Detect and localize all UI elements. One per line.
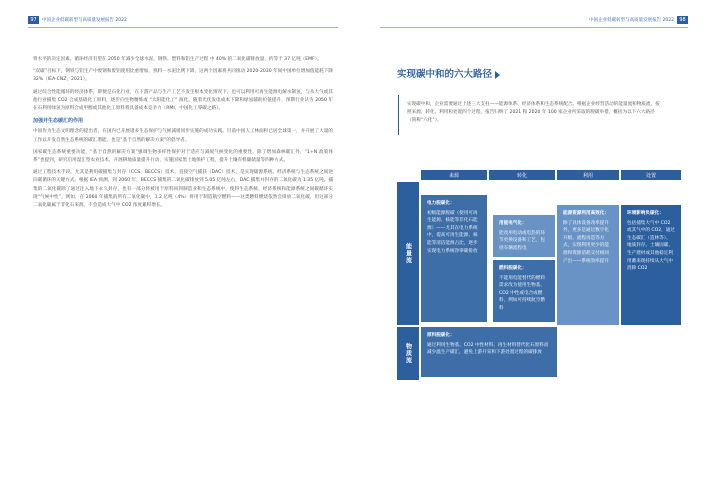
running-title-right: 中国企业低碳转型与高质量发展报告 2022 (589, 18, 674, 23)
header-right (589, 16, 688, 24)
block-feedstock-decarbonization (421, 327, 557, 377)
paragraph: “双碳”目标下，钢铁与铝生产中废钢和废铝使用比重增加，熟料－水泥比例下降，这两个因素将共同推动 2020-2030 年间中国单位增加值能耗下降 32%（IEA·CNZ，2021）。 (33, 69, 333, 83)
header-rule-right (380, 27, 688, 28)
block-text: 初级能源脱碳（使用可再生能源、核能等非化石能源）——尤其在电力系统中，提高可再生能源、核能等清洁能源占比，逐步实现电力系统净零碳排放 (427, 210, 478, 254)
block-title: 电力脱碳化： (427, 201, 455, 206)
six-paths-diagram (397, 170, 681, 380)
block-text: 能改用电动或电热的环节更换设备和工艺，包括车辆流程电 (499, 230, 545, 251)
column-header-disposal: 处置 (621, 170, 681, 180)
band-energy-flow: 能量流 (397, 182, 419, 325)
block-efficiency (557, 205, 619, 325)
column-header-source: 来源 (421, 170, 487, 180)
paragraph: 中国作为生态文明理念的提出者，在国内已开展诸多生态保护与气候减缓同步实施的成功实践。目前中国人工林面积已居全球第一，并开展了大量的工作以开发自然生态系统的碳汇潜能，也是“基于自然的解决方案”的倡导者。 (33, 129, 333, 143)
running-title-left: 中国企业低碳转型与高质量发展报告 2022 (42, 18, 127, 23)
block-negative-carbon (621, 205, 681, 325)
block-electrification (493, 215, 555, 257)
header-rule-left (28, 27, 338, 28)
triangle-right-icon (495, 71, 500, 79)
page-number-left: 97 (28, 16, 39, 24)
band-material-flow: 物质流 (397, 327, 419, 380)
block-text: 通过利用生物基、CO2 中性材料、再生材料替代化石原料而减少温生产碳汇，避免上游开采和下游处置过程的碳排放 (427, 342, 549, 356)
section-heading: 加强并生态碳汇的作用 (33, 118, 84, 125)
block-text: 除了具体设备改率提升外，更多是通过数字化升级、流程再造等方式，实现利用更少的能源和资源消耗交付相同产出——系统效率提升 (563, 220, 609, 264)
block-fuel-decarbonization (493, 260, 555, 322)
column-header-conversion: 转化 (489, 170, 555, 180)
header-left (28, 16, 127, 24)
paragraph: 通过综合性能循环的经济体系，即便是石化行业，在下游产品与生产工艺不发生根本变化情况下，也可以利用可再生能源电解水制氢，与从大气或其他行业捕集 CO2 合成基础化工原料，逐步向生物精炼或 “太阳能化工” 演化。随着光伏发电成本下降和绿氢辅助价值提升，预期行业认为 2050 年在石利用绿氢为原料合成甲醇或其他化工原料将具备成本竞争力（RMI，中国化工零碳之路）。 (33, 89, 333, 112)
block-title: 环境影响负碳化： (627, 211, 664, 216)
block-power-decarbonization (421, 195, 487, 322)
paragraph: 通过工程技术手段，尤其是利用碳捕集与封存（CCS、BECCS）技术、直接空气捕获（DAC）技术，是实现碳源系统、经济系统与生态系统之间逆向碳循环的关键方式。根据 IEA 预测，到 2060 年，BECCS 捕集的二氧化碳排放到 5.05 亿吨左右，DAC 捕集并封存的二氧化碳为 1.35 亿吨。捕集的二氧化碳除了通过注入地下永久封存，也有一部分将被用于原料回到制造业和生态系统中，使得生态系统、经济系统和能源系统之间碳循环实现“气候中性”。例如，在 2060 年捕集的所有二氧化碳中，1.2 亿吨（4%）将用于制造航空燃料——这类燃料燃烧依然会排放二氧化碳，但这部分二氧化碳属于非化石来源，不会造成大气中 CO2 浓度累积增长。 (33, 170, 333, 209)
block-title: 用能电气化： (499, 221, 527, 226)
column-header-use: 利用 (557, 170, 619, 180)
block-text: 包括捕集大气中 CO2 或其气中的 CO2，通过生态碳汇（造林等）、地质封存、土壤固碳、生产建材或其他稳定利用蓄来现持续从大气中消除 CO2 (627, 220, 675, 272)
block-title: 能源资源利用高效化： (563, 211, 609, 216)
section-title (397, 66, 500, 80)
section-title-text: 实现碳中和的六大路径 (397, 69, 493, 80)
paragraph: 国家碳生态系统重要功能，“基于自然的解决方案”强调生物多样性保护对于适应与减缓气候变化的重要性。除了增加森林碳汇外，“1+N 政策体系”也提到，研究启用湿汇型农业技术，开展耕地质量提升行动，实施国家黑土地保护工程，提升土壤有机碳储量等四种方式。 (33, 149, 333, 164)
block-text: 不能用电能替代的燃料需求改为使用生物基、CO2 中性或电合成燃料，例如可持续航空燃料 (499, 275, 545, 311)
block-title: 原料脱碳化： (427, 333, 455, 338)
block-title: 燃料脱碳化： (499, 266, 527, 271)
page-number-right: 98 (677, 16, 688, 24)
intro-box: 实现碳中和，企业需要通过上述三大支柱——能源体系、经济体系和生态系统配合。根据企业经营活动的能量流和物质流，按照来源、转化、利用和处置四个过程，报告归纳了 2021 和 2020 年 100 家企业所采取的脱碳举措，概括为以下六大路径（简称“六化”）。 (398, 95, 668, 135)
left-column (33, 56, 333, 214)
paragraph: 将水平的决定因素。循环经济有望在 2050 年减少全球水泥、钢铁、塑料和铝生产过程 中 40% 的二氧化碳排放量，约等于 37 亿吨（EMF）。 (33, 57, 322, 62)
